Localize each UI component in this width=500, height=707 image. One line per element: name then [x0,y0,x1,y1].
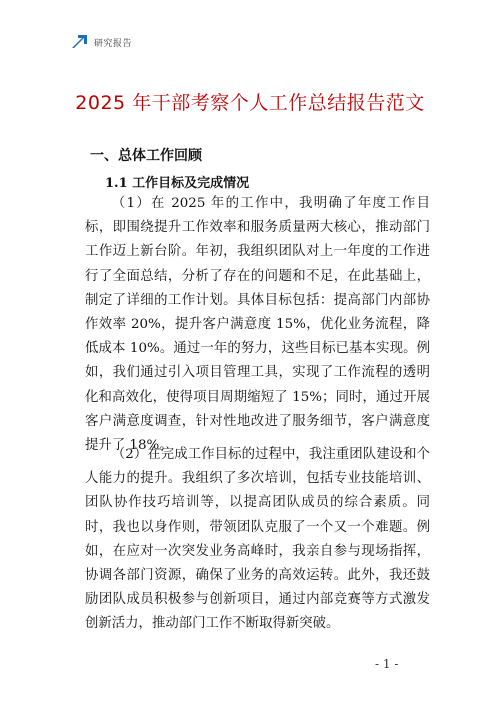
section-heading: 一、总体工作回顾 [90,148,202,164]
logo-icon [72,34,88,50]
page-number: - 1 - [375,657,399,671]
page-header [72,33,132,51]
subsection-heading: 1.1 工作目标及完成情况 [105,176,250,191]
header-brand-text: 研究报告 [94,38,133,49]
document-title: 2025 年干部考察个人工作总结报告范文 [75,92,425,114]
body-paragraph: （2）在完成工作目标的过程中，我注重团队建设和个人能力的提升。我组织了多次培训，包括专业技能培训、团队协作技巧培训等，以提高团队成员的综合素质。同时，我也以身作则，带领团队克服了一个又一个难题。例如，在应对一次突发业务高峰时，我亲自参与现场指挥，协调各部门资源，确保了业务的高效运转。此外，我还鼓励团队成员积极参与创新项目，通过内部竞赛等方式激发创新活力，推动部门工作不断取得新突破。 [85,447,430,632]
body-paragraph: （1）在 2025 年的工作中，我明确了年度工作目标，即围绕提升工作效率和服务质量两大核心，推动部门工作迈上新台阶。年初，我组织团队对上一年度的工作进行了全面总结，分析了存在的问题和不足，在此基础上，制定了详细的工作计划。具体目标包括：提高部门内部协作效率 20%，提升客户满意度 15%，优化业务流程，降低成本 10%。通过一年的努力，这些目标已基本实现。例如，我们通过引入项目管理工具，实现了工作流程的透明化和高效化，使得项目周期缩短了 15%；同时，通过开展客户满意度调查，针对性地改进了服务细节，客户满意度提升了 18%。 [85,196,430,454]
